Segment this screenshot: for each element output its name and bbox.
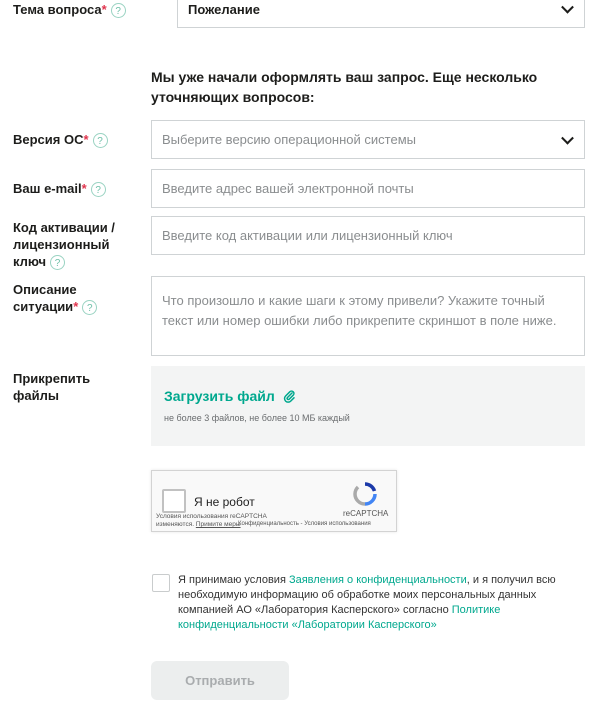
chevron-down-icon bbox=[561, 131, 574, 144]
chevron-down-icon bbox=[561, 1, 574, 14]
activation-input[interactable]: Введите код активации или лицензионный ключ bbox=[151, 216, 585, 255]
privacy-statement-link[interactable]: Заявления о конфиденциальности bbox=[288, 574, 467, 586]
recaptcha-logo-icon bbox=[352, 481, 378, 507]
description-label: Описание ситуации* ? bbox=[13, 281, 97, 315]
recaptcha-label: Я не робот bbox=[194, 495, 255, 509]
paperclip-icon bbox=[283, 389, 295, 403]
activation-label: Код активации / лицензионный ключ ? bbox=[13, 220, 115, 270]
upload-note: не более 3 файлов, не более 10 МБ каждый bbox=[164, 413, 350, 423]
consent-text: Я принимаю условия Заявления о конфиденциальности, и я получил всю необходимую информацию об обработке моих персональных данных компанией АО «Лаборатория Касперского» согласно Политике конфиденциальности «Лаборатории Касперского» bbox=[178, 574, 556, 631]
section-heading: Мы уже начали оформлять ваш запрос. Еще несколько уточняющих вопросов: bbox=[151, 69, 538, 105]
email-input[interactable]: Введите адрес вашей электронной почты bbox=[151, 169, 585, 208]
help-icon[interactable]: ? bbox=[50, 255, 65, 270]
submit-button[interactable]: Отправить bbox=[151, 661, 289, 700]
privacy-policy-link[interactable]: Политике конфиденциальности «Лаборатории Касперского» bbox=[178, 604, 501, 631]
os-select[interactable]: Выберите версию операционной системы bbox=[151, 120, 585, 159]
email-label: Ваш e-mail* ? bbox=[13, 180, 106, 197]
description-textarea[interactable]: Что произошло и какие шаги к этому привели? Укажите точный текст или номер ошибки либо прикрепите скриншот в поле ниже. bbox=[151, 276, 585, 356]
upload-area[interactable] bbox=[151, 366, 585, 446]
recaptcha-brand: reCAPTCHA bbox=[343, 509, 389, 518]
recaptcha-checkbox[interactable] bbox=[162, 489, 186, 513]
help-icon[interactable]: ? bbox=[82, 300, 97, 315]
help-icon[interactable]: ? bbox=[91, 182, 106, 197]
recaptcha-widget bbox=[151, 470, 397, 532]
recaptcha-terms-link[interactable]: Примите меры bbox=[195, 521, 241, 528]
help-icon[interactable]: ? bbox=[93, 133, 108, 148]
topic-select[interactable]: Пожелание bbox=[177, 0, 585, 28]
os-label: Версия ОС* ? bbox=[13, 131, 108, 148]
help-icon[interactable]: ? bbox=[111, 3, 126, 18]
consent-checkbox[interactable] bbox=[152, 574, 170, 592]
topic-label: Тема вопроса* ? bbox=[13, 1, 126, 18]
attach-label: Прикрепить файлы bbox=[13, 371, 91, 403]
recaptcha-footer[interactable]: Конфиденциальность - Условия использования bbox=[238, 521, 371, 527]
recaptcha-terms: Условия использования reCAPTCHA изменяются. Примите меры bbox=[156, 513, 267, 528]
upload-file-link[interactable]: Загрузить файл bbox=[164, 388, 295, 406]
